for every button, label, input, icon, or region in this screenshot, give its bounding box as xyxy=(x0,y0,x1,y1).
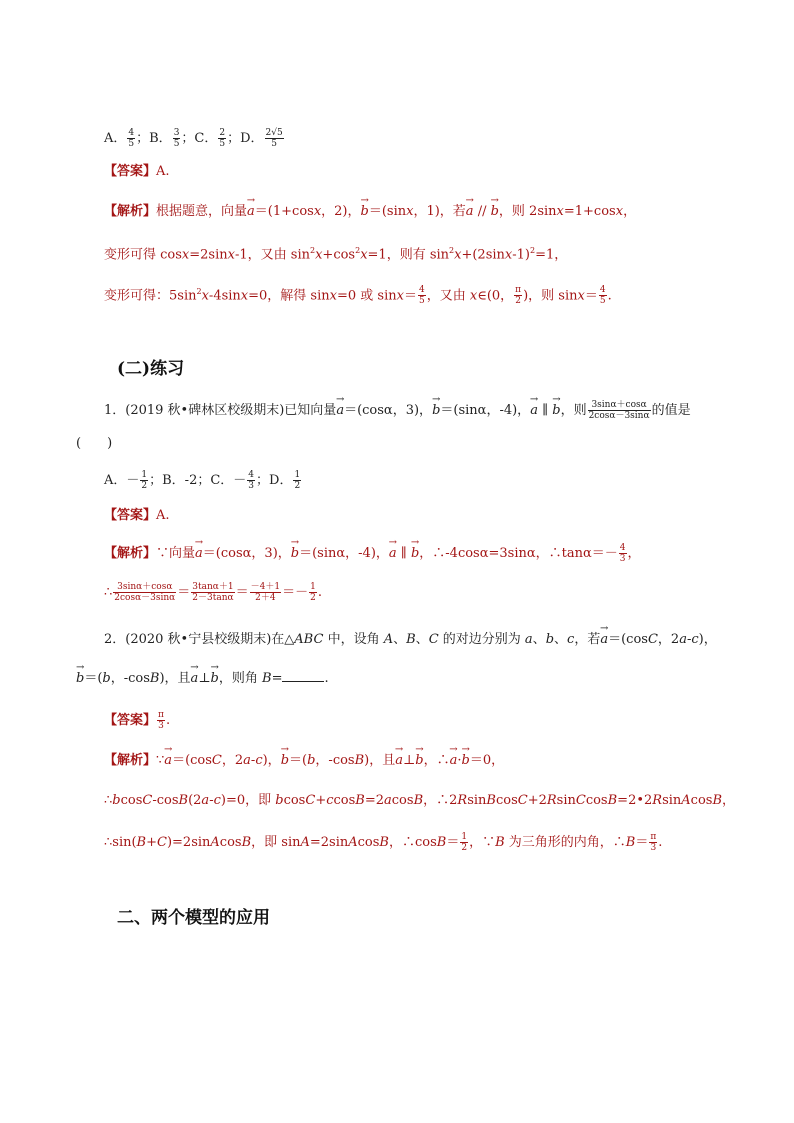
section-heading-practice: (二)练习 xyxy=(117,359,185,379)
q1-answer xyxy=(104,506,170,526)
example-answer xyxy=(104,162,170,182)
q2-answer: 【答案】 $\frac{\pi}{3}$ . xyxy=(104,710,171,731)
q1-stem: 1．(2019 秋•碑林区校级期末)已知向量→ a＝(cosα，3)，→ b＝(sinα，-4)，→ a ∥ → b，则 $\frac{3\sin\alpha+\cos\alpha}{2\cos\alpha-3\sin\alpha}$ 的值是 xyxy=(104,400,691,421)
q1-answer-value: A. xyxy=(156,508,170,523)
q2-analysis-tag: 【解析】 xyxy=(104,753,157,768)
example-analysis-line-3: 变形可得：$5\sin^2x-4\sin x=0$，解得 sinx=0 或 sinx＝ $\frac{4}{5}$ ，又由 x∈(0， $\frac{\pi}{2}$ )，则 sinx＝ $\frac{4}{5}$ . xyxy=(104,285,612,307)
q2-analysis-line-1: 【解析】∵→ a＝(cosC，2a-c)，→ b＝(b，-cosB)，且→ a⊥→ b，∴→ a·→ b＝0， xyxy=(104,751,504,771)
answer-tag: 【答案】 xyxy=(104,164,157,179)
q1-analysis-line-1: 【解析】∵向量→ a＝(cosα，3)，→ b＝(sinα，-4)，→ a ∥ → b，∴-4cosα=3sinα，∴tanα＝－ $\frac{4}{3}$ ， xyxy=(104,543,641,564)
example-options: A． $\frac{4}{5}$ ；B． $\frac{3}{5}$ ；C． $\frac{2}{5}$ ；D． $\frac{2√5}{5}$ xyxy=(104,128,283,149)
q2-answer-tag: 【答案】 xyxy=(104,713,157,728)
q1-answer-tag: 【答案】 xyxy=(104,508,157,523)
q1-paren: ( ) xyxy=(76,436,113,451)
q2-stem-line-1: 2．(2020 秋•宁县校级期末)在△ABC 中，设角 A、B、C 的对边分别为 a、b、c，若→ a＝(cosC，2a-c)， xyxy=(104,630,717,650)
example-analysis-line-1: 【解析】根据题意，向量→ a＝(1+cosx，2)，→ b＝(sinx，1)，若→ a // → b，则 2sinx=1+cosx， xyxy=(104,202,636,222)
q1-analysis-tag: 【解析】 xyxy=(104,546,157,561)
analysis-tag: 【解析】 xyxy=(104,204,157,219)
answer-value: A. xyxy=(156,164,170,179)
q2-stem-line-2: → b＝(b，-cosB)，且→ a⊥→ b，则角 B= . xyxy=(76,669,329,689)
answer-blank xyxy=(282,669,324,682)
example-analysis-line-2: 变形可得 cosx=2sinx-1，又由 $\sin^2x+\cos^2x=1$，则有 $\sin^2x+(2\sin x-1)^2=1$， xyxy=(104,246,568,263)
q1-options: A．－ $\frac{1}{2}$ ；B．-2；C．－ $\frac{4}{3}$ ；D． $\frac{1}{2}$ xyxy=(104,470,301,491)
q2-analysis-line-3: ∴sin(B+C)=2sinAcosB，即 sinA=2sinAcosB，∴cosB＝ $\frac{1}{2}$ ，∵B 为三角形的内角，∴B＝ $\frac{\pi}{3}$ . xyxy=(104,832,663,853)
q1-analysis-line-2: ∴ $\frac{3\sin\alpha+\cos\alpha}{2\cos\alpha-3\sin\alpha}$ ＝ $\frac{3\tan\alpha+1}{2-3\tan\alpha}$ ＝ $\frac{-4+1}{2+4}$ ＝－ $\frac{1}{2}$ . xyxy=(104,582,322,603)
section-heading-two-models: 二、两个模型的应用 xyxy=(117,908,270,928)
q2-analysis-line-2: ∴bcosC-cosB(2a-c)=0，即 bcosC+ccosB=2acosB，∴2RsinBcosC+2RsinCcosB=2•2RsinAcosB， xyxy=(104,793,736,808)
